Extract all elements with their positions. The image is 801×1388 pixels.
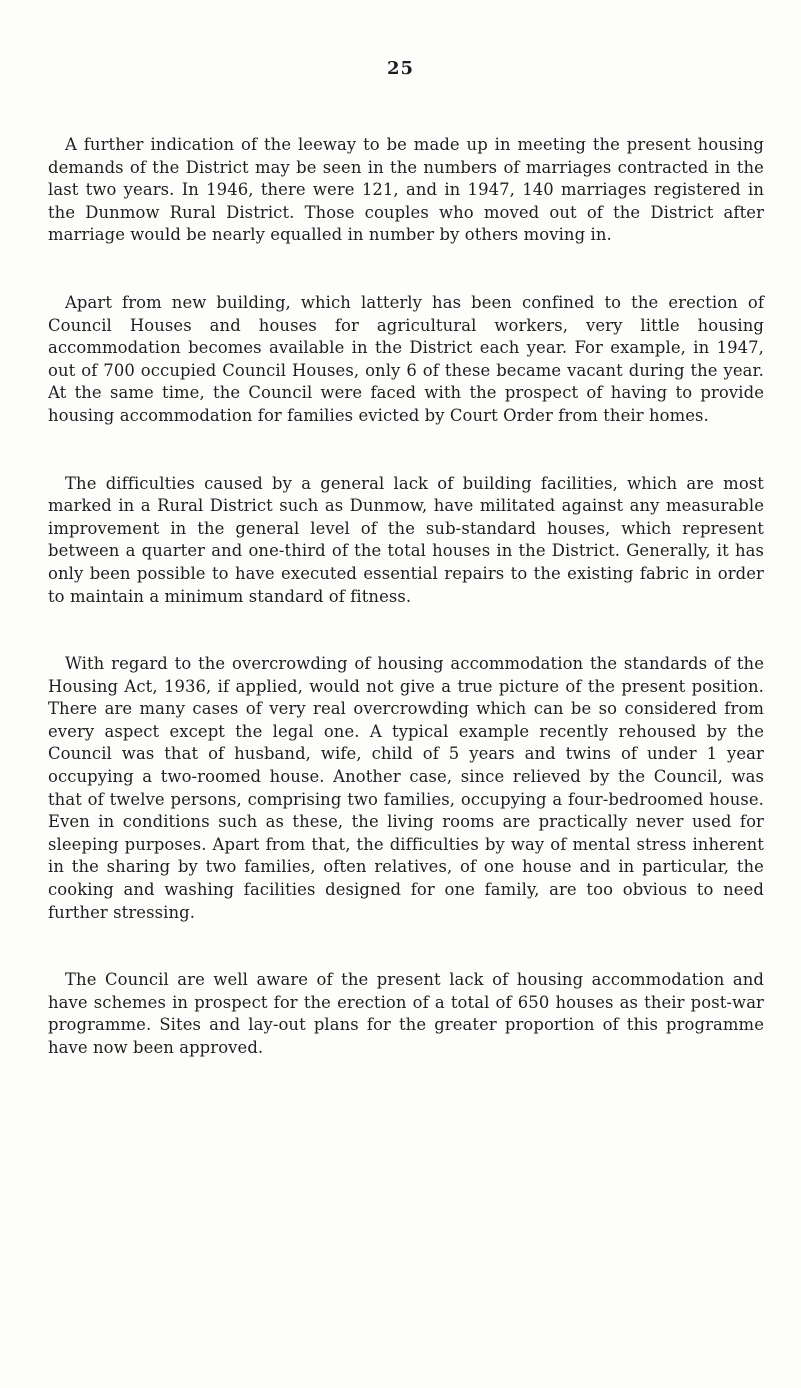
document-body xyxy=(48,134,764,1060)
paragraph-post-war-programme: The Council are well aware of the present lack of housing accommodation and have schemes in prospect for the erection of a total of 650 houses as their post-war programme. Sites and lay-out plans for the greater proportion of this programme have now been approved. xyxy=(48,970,764,1057)
paragraph-new-building: Apart from new building, which latterly has been confined to the erection of Council Houses and houses for agricultural workers, very little housing accommodation becomes available in the District each year. For example, in 1947, out of 700 occupied Council Houses, only 6 of these became vacant during the year. At the same time, the Council were faced with the prospect of having to provide housing accommodation for families evicted by Court Order from their homes. xyxy=(48,292,764,425)
paragraph-marriages: A further indication of the leeway to be made up in meeting the present housing demands of the District may be seen in the numbers of marriages contracted in the last two years. In 1946, there were 121, and in 1947, 140 marriages registered in the Dunmow Rural District. Those couples who moved out of the District after marriage would be nearly equalled in number by others moving in. xyxy=(48,135,764,245)
paragraph-building-difficulties: The difficulties caused by a general lack of building facilities, which are most marked in a Rural District such as Dunmow, have militated against any measurable improvement in the general level of the sub-standard houses, which represent between a quarter and one-third of the total houses in the District. Generally, it has only been possible to have executed essential repairs to the existing fabric in order to maintain a minimum standard of fitness. xyxy=(48,473,764,606)
paragraph-overcrowding: With regard to the overcrowding of housing accommodation the standards of the Housing Act, 1936, if applied, would not give a true picture of the present position. There are many cases of very real overcrowding which can be so considered from every aspect except the legal one. A typical example recently rehoused by the Council was that of husband, wife, child of 5 years and twins of under 1 year occupying a two-roomed house. Another case, since relieved by the Council, was that of twelve persons, comprising two families, occupying a four-bedroomed house. Even in conditions such as these, the living rooms are practically never used for sleeping purposes. Apart from that, the difficulties by way of mental stress inherent in the sharing by two families, often relatives, of one house and in particular, the cooking and washing facilities designed for one family, are too obvious to need further stressing. xyxy=(48,654,764,922)
page-number: 25 xyxy=(386,58,415,79)
